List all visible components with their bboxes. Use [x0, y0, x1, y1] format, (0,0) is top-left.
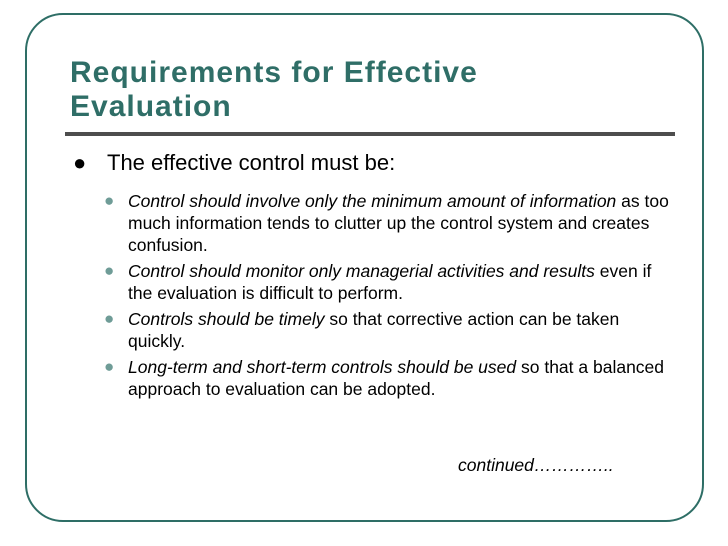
- sub-bullet-icon: ●: [104, 309, 115, 328]
- main-point-text: The effective control must be:: [107, 150, 396, 175]
- title-line-2: Evaluation: [70, 90, 232, 123]
- sub-bullet-icon: ●: [104, 261, 115, 280]
- title-divider: [65, 132, 675, 136]
- sub-item-text: so that corrective action can be taken quickly.: [128, 309, 620, 351]
- sub-bullet-item: [104, 260, 674, 304]
- sub-bullet-list: [104, 190, 674, 404]
- sub-item-emphasis: Control should involve only the minimum amount of information: [128, 191, 617, 211]
- continued-note: continued…………..: [458, 455, 614, 475]
- sub-bullet-icon: ●: [104, 357, 115, 376]
- sub-item-emphasis: Control should monitor only managerial activities and results: [128, 261, 595, 281]
- title-line-1: Requirements for Effective: [70, 56, 478, 89]
- sub-bullet-item: [104, 308, 674, 352]
- sub-bullet-icon: ●: [104, 191, 115, 210]
- sub-item-text: so that a balanced approach to evaluation can be adopted.: [128, 357, 665, 399]
- sub-item-text: as too much information tends to clutter up the control system and creates confusion.: [128, 191, 669, 255]
- bullet-icon: ●: [73, 150, 87, 175]
- sub-item-text: even if the evaluation is difficult to perform.: [128, 261, 652, 303]
- sub-item-emphasis: Controls should be timely: [128, 309, 325, 329]
- sub-bullet-item: [104, 356, 674, 400]
- sub-bullet-item: [104, 190, 674, 256]
- sub-item-emphasis: Long-term and short-term controls should be used: [128, 357, 517, 377]
- slide-title: [70, 56, 670, 124]
